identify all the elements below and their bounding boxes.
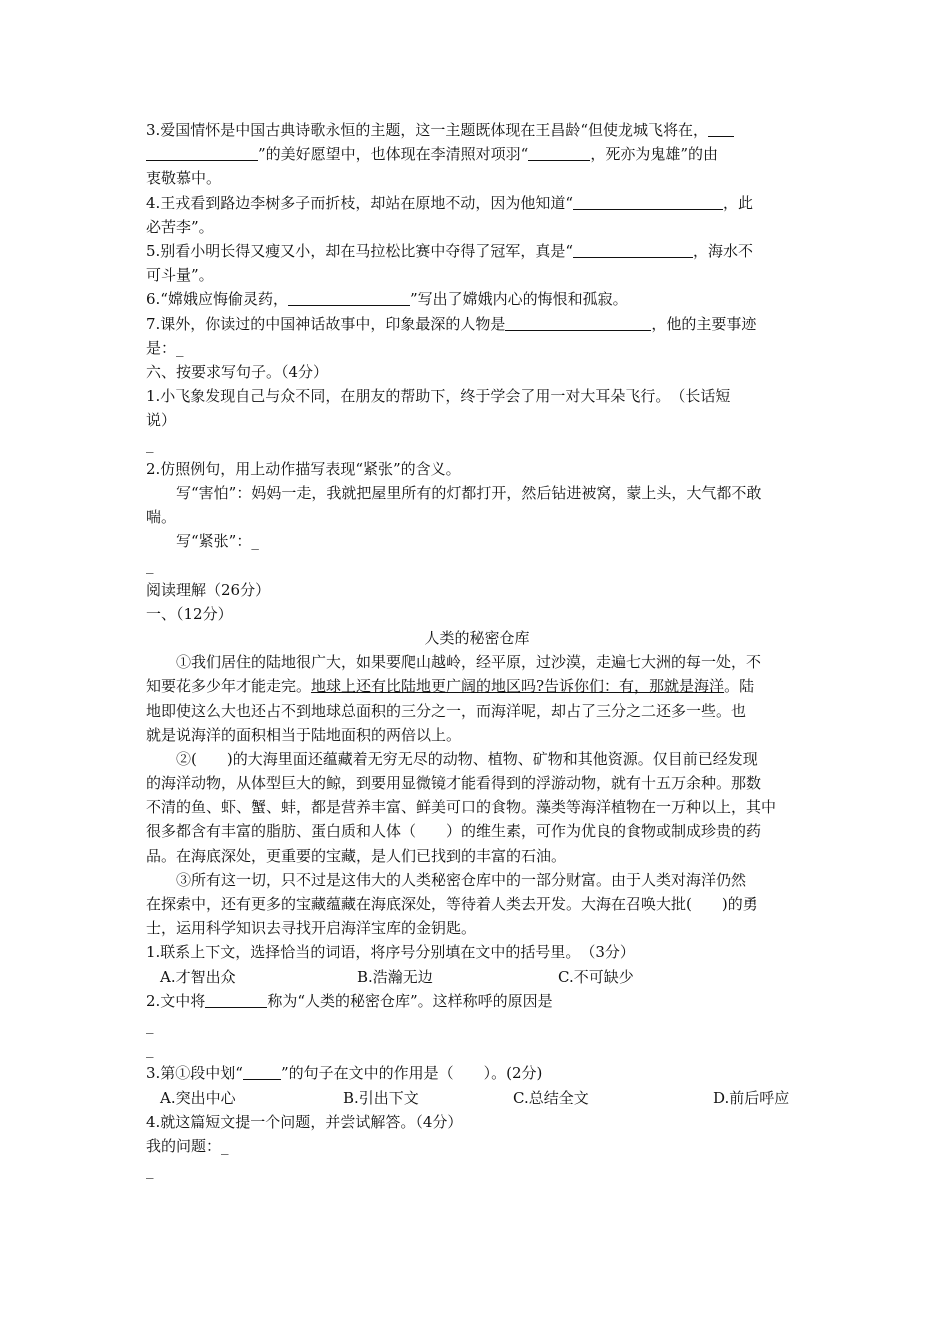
answer-blank[interactable] — [505, 313, 651, 331]
reading-q1-options — [146, 965, 808, 989]
passage-p1-line4: 就是说海洋的面积相当于陆地面积的两倍以上。 — [146, 725, 462, 744]
answer-blank[interactable] — [205, 990, 267, 1008]
answer-blank[interactable] — [573, 240, 693, 258]
underlined-sentence: 地球上还有比陆地更广阔的地区吗?告诉你们：有，那就是海洋 — [311, 677, 725, 696]
section-six-heading: 六、按要求写句子。（4分） — [146, 362, 329, 381]
passage-title: 人类的秘密仓库 — [424, 628, 530, 647]
example-sentence-line2: 喘。 — [146, 508, 177, 526]
passage-p3-line1: ③所有这一切，只不过是这伟大的人类秘密仓库中的一部分财富。由于人类对海洋仍然 — [176, 870, 747, 889]
option-c[interactable]: C.总结全文 — [513, 1088, 589, 1107]
option-a[interactable]: A.才智出众 — [160, 967, 236, 986]
passage-p1-line1: ①我们居住的陆地很广大，如果要爬山越岭，经平原，过沙漠，走遍七大洲的每一处，不 — [176, 653, 762, 672]
example-sentence-line1: 写“害怕”：妈妈一走，我就把屋里所有的灯都打开，然后钻进被窝，蒙上头，大气都不敢 — [176, 483, 762, 502]
my-question-prompt[interactable]: 我的问题：_ — [146, 1136, 229, 1155]
passage-p3-line3: 士，运用科学知识去寻找开启海洋宝库的金钥匙。 — [146, 919, 477, 938]
sec6-q2: 2.仿照例句，用上动作描写表现“紧张”的含义。 — [146, 459, 461, 478]
q3-line3: 衷敬慕中。 — [146, 169, 222, 188]
reading-q1: 1.联系上下文，选择恰当的词语，将序号分别填在文中的括号里。 （3分） — [146, 943, 635, 962]
sec6-q1-answer[interactable]: _ — [146, 435, 154, 454]
q4-line2: 必苦李”。 — [146, 217, 214, 236]
q5-line1: 5.别看小明长得又瘦又小，却在马拉松比赛中夺得了冠军，真是“ ，海水不 — [146, 241, 753, 260]
answer-blank[interactable] — [708, 119, 734, 137]
reading-q4-answer[interactable]: _ — [146, 1161, 154, 1180]
passage-p1-line3: 地即使这么大也还占不到地球总面积的三分之一，而海洋呢，却占了三分之二还多一些。也 — [146, 701, 747, 720]
option-c[interactable]: C.不可缺少 — [558, 967, 634, 986]
reading-part-one: 一、（12分） — [146, 604, 233, 623]
q6-line: 6.“嫦娥应悔偷灵药， ”写出了嫦娥内心的悔恨和孤寂。 — [146, 290, 628, 309]
q7-line1: 7.课外，你读过的中国神话故事中，印象最深的人物是 ，他的主要事迹 — [146, 314, 757, 333]
q3-line1: 3.爱国情怀是中国古典诗歌永恒的主题，这一主题既体现在王昌龄“但使龙城飞将在， — [146, 118, 808, 142]
q7-line2[interactable]: 是：_ — [146, 338, 184, 357]
q4-line1: 4.王戎看到路边李树多子而折枝，却站在原地不动，因为他知道“ ，此 — [146, 193, 753, 212]
q5-line2: 可斗量”。 — [146, 266, 214, 285]
reading-q4: 4.就这篇短文提一个问题，并尝试解答。（4分） — [146, 1112, 463, 1131]
answer-blank[interactable] — [573, 192, 723, 210]
answer-blank[interactable] — [288, 288, 410, 306]
exam-page — [146, 118, 808, 1182]
passage-p2-line5: 品。在海底深处，更重要的宝藏，是人们已找到的丰富的石油。 — [146, 846, 567, 865]
sec6-q1-line2: 说） — [146, 411, 177, 430]
reading-q3-options — [146, 1086, 808, 1110]
reading-q2-answer1[interactable]: _ — [146, 1015, 154, 1034]
reading-q2: 2.文中将 称为“人类的秘密仓库”。这样称呼的原因是 — [146, 991, 553, 1010]
passage-p2-line2: 的海洋动物，从体型巨大的鲸，到要用显微镜才能看得到的浮游动物，就有十五万余种。那数 — [146, 774, 762, 793]
sec6-q1-line1: 1.小飞象发现自己与众不同，在朋友的帮助下，终于学会了用一对大耳朵飞行。 （长话短 — [146, 387, 731, 406]
passage-p2-line4: 很多都含有丰富的脂肪、蛋白质和人体（ ）的维生素，可作为优良的食物或制成珍贵的药 — [146, 822, 762, 841]
q3-line2: ”的美好愿望中，也体现在李清照对项羽“ ，死亦为鬼雄”的由 — [146, 142, 808, 166]
option-b[interactable]: B.浩瀚无边 — [357, 967, 433, 986]
passage-p3-line2: 在探索中，还有更多的宝藏蕴藏在海底深处，等待着人类去开发。大海在召唤大批( )的勇 — [146, 895, 758, 913]
option-b[interactable]: B.引出下文 — [343, 1088, 419, 1107]
answer-blank[interactable] — [528, 143, 590, 161]
option-d[interactable]: D.前后呼应 — [713, 1088, 790, 1107]
passage-p2-line3: 不清的鱼、虾、蟹、蚌，都是营养丰富、鲜美可口的食物。藻类等海洋植物在一万种以上，其中 — [146, 798, 777, 817]
reading-heading: 阅读理解（26分） — [146, 580, 271, 599]
reading-q3: 3.第①段中划“ ”的句子在文中的作用是（ ）。(2分) — [146, 1064, 543, 1083]
answer-blank[interactable] — [146, 143, 258, 161]
sec6-q2-answer[interactable]: _ — [146, 556, 154, 575]
passage-p1-line2: 知要花多少年才能走完。地球上还有比陆地更广阔的地区吗?告诉你们：有，那就是海洋。陆 — [146, 677, 755, 696]
passage-p2-line1: ②( )的大海里面还蕴藏着无穷无尽的动物、植物、矿物和其他资源。仅目前已经发现 — [176, 749, 758, 768]
option-a[interactable]: A.突出中心 — [160, 1088, 236, 1107]
reading-q2-answer2[interactable]: _ — [146, 1040, 154, 1059]
write-nervous-prompt[interactable]: 写“紧张”：_ — [176, 532, 259, 551]
answer-blank[interactable] — [243, 1062, 281, 1080]
